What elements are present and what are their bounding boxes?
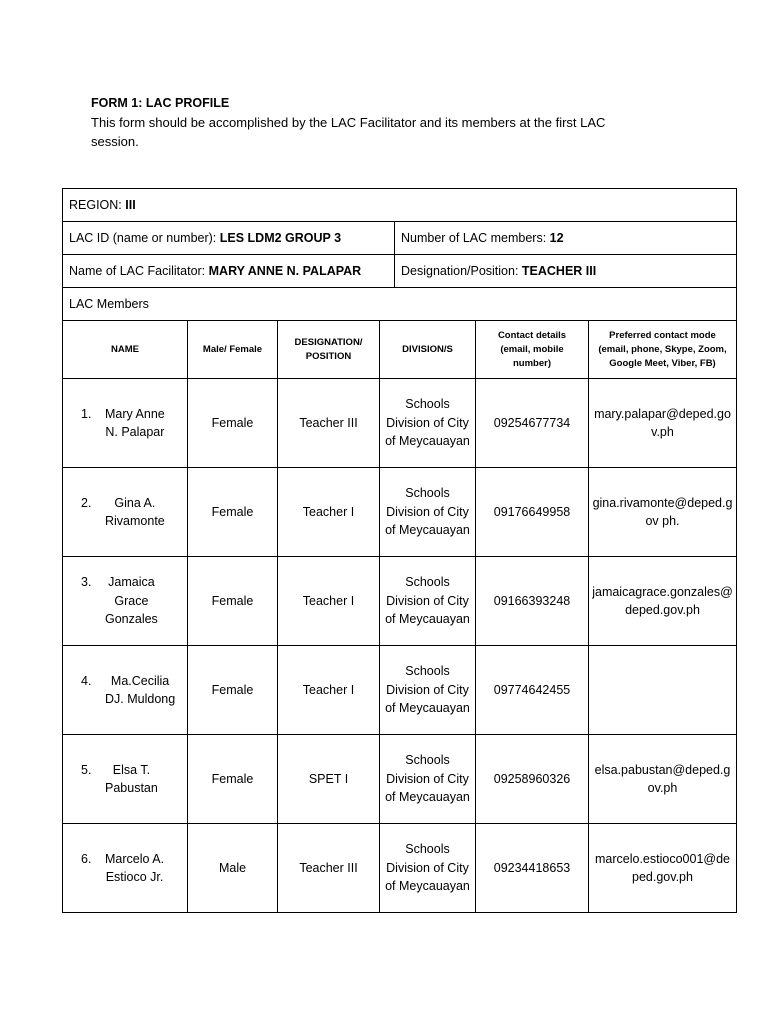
col-header-name: NAME: [63, 321, 188, 379]
member-number: 3.: [81, 575, 92, 590]
member-mode-cell: jamaicagrace.gonzales@deped.gov.ph: [589, 557, 737, 646]
lac-id-row: [63, 222, 737, 255]
col-header-contact-line2: (email, mobile: [500, 343, 564, 355]
member-division-cell: Schools Division of City of Meycauayan: [380, 468, 476, 557]
region-cell: [63, 189, 737, 222]
member-name-line: Mary Anne: [105, 406, 165, 421]
facilitator-row: [63, 255, 737, 288]
member-position-cell: Teacher I: [278, 468, 380, 557]
member-name-cell: [63, 824, 188, 913]
member-sex-cell: Female: [188, 379, 278, 468]
member-name-line: Pabustan: [105, 781, 158, 795]
member-division-cell: Schools Division of City of Meycauayan: [380, 379, 476, 468]
facilitator-value: MARY ANNE N. PALAPAR: [208, 264, 362, 278]
member-position-cell: Teacher I: [278, 557, 380, 646]
lac-id-value: LES LDM2 GROUP 3: [219, 231, 342, 245]
member-division-cell: Schools Division of City of Meycauayan: [380, 646, 476, 735]
member-position-cell: Teacher III: [278, 379, 380, 468]
table-row: [63, 557, 737, 646]
members-count-cell: [395, 222, 737, 255]
member-name: [105, 761, 158, 798]
members-body: [63, 379, 737, 913]
member-name: [105, 573, 158, 629]
col-header-division: DIVISION/S: [380, 321, 476, 379]
region-label: REGION:: [69, 198, 126, 212]
member-mode-cell: mary.palapar@deped.gov.ph: [589, 379, 737, 468]
member-contact-cell: 09234418653: [476, 824, 589, 913]
designation-label: Designation/Position:: [401, 264, 522, 278]
member-name-cell: [63, 468, 188, 557]
member-contact-cell: 09166393248: [476, 557, 589, 646]
member-position-cell: Teacher III: [278, 824, 380, 913]
member-division-cell: Schools Division of City of Meycauayan: [380, 824, 476, 913]
member-sex-cell: Female: [188, 646, 278, 735]
member-name-line: Ma.Cecilia: [110, 673, 170, 688]
member-contact-cell: 09176649958: [476, 468, 589, 557]
member-position-cell: Teacher I: [278, 646, 380, 735]
member-name: [105, 850, 164, 887]
designation-cell: [395, 255, 737, 288]
col-header-designation-line1: DESIGNATION/: [294, 336, 363, 348]
col-header-contact-line3: number): [513, 357, 551, 369]
col-header-designation-line2: POSITION: [305, 350, 352, 362]
member-mode-cell: elsa.pabustan@deped.gov.ph: [589, 735, 737, 824]
lac-id-label: LAC ID (name or number):: [69, 231, 220, 245]
member-mode-cell: [589, 646, 737, 735]
member-position-cell: SPET I: [278, 735, 380, 824]
member-name-cell: [63, 379, 188, 468]
member-name-line: Grace: [114, 593, 149, 608]
col-header-mode: [589, 321, 737, 379]
form-header: [91, 94, 651, 151]
member-sex-cell: Female: [188, 557, 278, 646]
members-heading-row: [63, 288, 737, 321]
members-count-value: 12: [549, 231, 564, 245]
member-number: 1.: [81, 406, 92, 421]
member-number: 2.: [81, 495, 92, 510]
member-division-cell: Schools Division of City of Meycauayan: [380, 735, 476, 824]
member-mode-cell: gina.rivamonte@deped.gov ph.: [589, 468, 737, 557]
member-name-cell: [63, 735, 188, 824]
member-contact-cell: 09774642455: [476, 646, 589, 735]
member-number: 6.: [81, 851, 92, 866]
members-count-label: Number of LAC members:: [401, 231, 550, 245]
members-table: [62, 320, 737, 913]
member-sex-cell: Female: [188, 735, 278, 824]
form-title: FORM 1: LAC PROFILE: [91, 96, 230, 110]
col-header-mode-line3: Google Meet, Viber, FB): [609, 357, 716, 369]
table-row: [63, 646, 737, 735]
col-header-sex: Male/ Female: [188, 321, 278, 379]
region-value: III: [125, 198, 136, 212]
col-header-designation: [278, 321, 380, 379]
table-row: [63, 735, 737, 824]
member-name-cell: [63, 557, 188, 646]
members-heading: LAC Members: [63, 288, 737, 321]
member-sex-cell: Male: [188, 824, 278, 913]
member-number: 4.: [81, 673, 92, 688]
member-division-cell: Schools Division of City of Meycauayan: [380, 557, 476, 646]
member-name: [105, 405, 165, 442]
table-row: [63, 468, 737, 557]
region-row: [63, 189, 737, 222]
col-header-contact-line1: Contact details: [497, 329, 567, 341]
form-description: This form should be accomplished by the LAC Facilitator and its members at the first LAC session.: [91, 115, 606, 149]
member-mode-cell: marcelo.estioco001@deped.gov.ph: [589, 824, 737, 913]
member-name-line: DJ. Muldong: [105, 692, 176, 706]
member-contact-cell: 09258960326: [476, 735, 589, 824]
member-name-line: Gina A.: [114, 495, 156, 510]
member-name-cell: [63, 646, 188, 735]
col-header-contact: [476, 321, 589, 379]
member-name-line: N. Palapar: [105, 425, 165, 439]
member-contact-cell: 09254677734: [476, 379, 589, 468]
member-name: [105, 672, 175, 709]
member-name-line: Jamaica: [108, 575, 155, 590]
lac-info-table: [62, 188, 737, 321]
designation-value: TEACHER III: [521, 264, 597, 278]
member-name: [105, 494, 165, 531]
lac-id-cell: [63, 222, 395, 255]
col-header-mode-line1: Preferred contact mode: [609, 329, 716, 341]
table-row: [63, 824, 737, 913]
member-name-line: Gonzales: [105, 612, 158, 627]
member-name-line: Elsa T.: [112, 762, 151, 777]
col-header-mode-line2: (email, phone, Skype, Zoom,: [598, 343, 727, 355]
facilitator-cell: [63, 255, 395, 288]
member-name-line: Marcelo A.: [105, 851, 165, 866]
member-name-line: Rivamonte: [105, 514, 165, 528]
member-number: 5.: [81, 762, 92, 777]
members-header-row: [63, 321, 737, 379]
facilitator-label: Name of LAC Facilitator:: [69, 264, 209, 278]
member-name-line: Estioco Jr.: [105, 870, 164, 884]
member-sex-cell: Female: [188, 468, 278, 557]
table-row: [63, 379, 737, 468]
